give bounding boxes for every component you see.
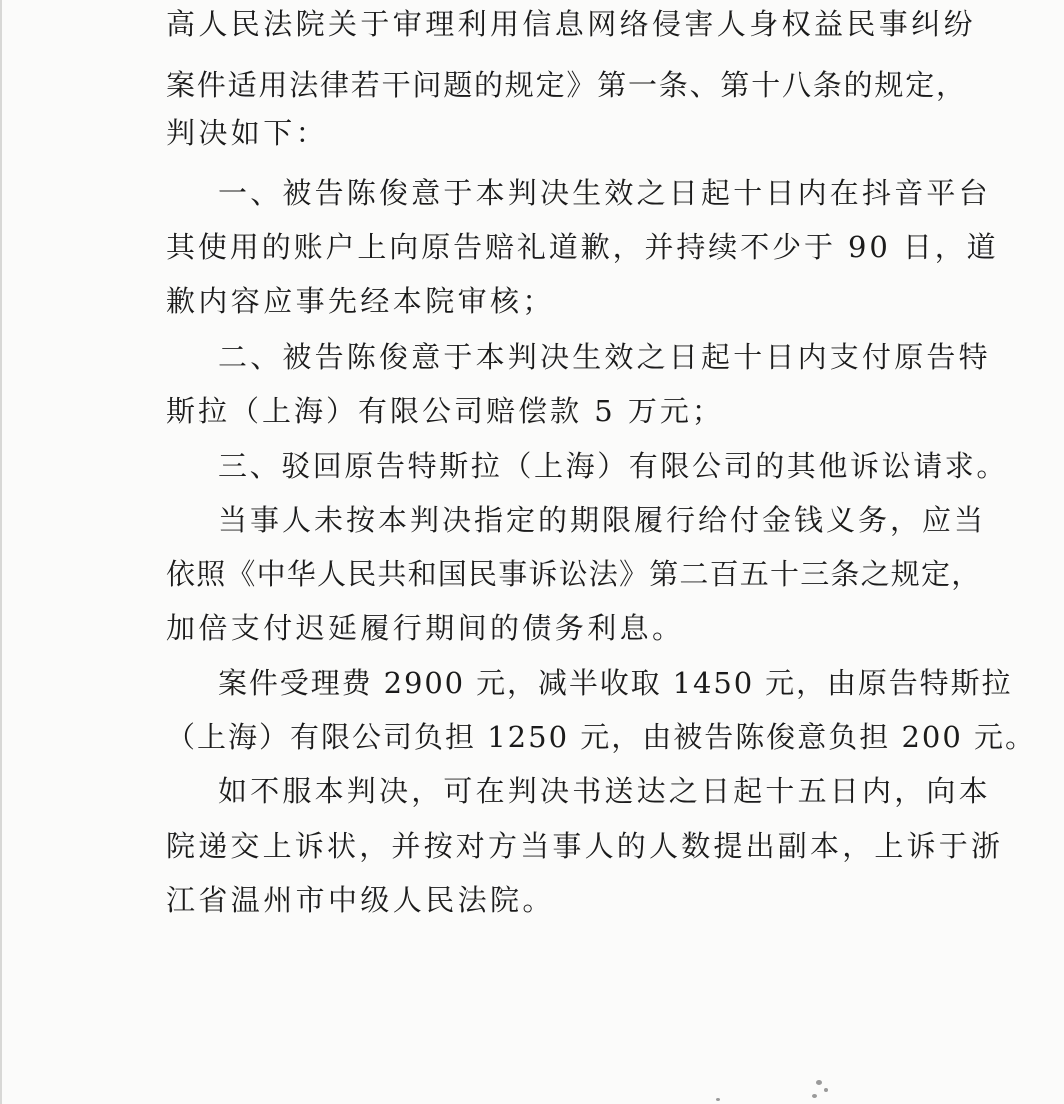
text-line: 加倍支付迟延履行期间的债务利息。: [166, 611, 685, 645]
text-line: （上海）有限公司负担 1250 元，由被告陈俊意负担 200 元。: [166, 720, 1037, 754]
text-line: 二、被告陈俊意于本判决生效之日起十日内支付原告特: [218, 340, 991, 374]
text-line: 案件受理费 2900 元，减半收取 1450 元，由原告特斯拉: [218, 666, 1013, 700]
text-line: 江省温州市中级人民法院。: [166, 883, 555, 917]
text-line: 依照《中华人民共和国民事诉讼法》第二百五十三条之规定，: [166, 557, 982, 591]
text-line: 其使用的账户上向原告赔礼道歉，并持续不少于 90 日，道: [166, 230, 999, 264]
text-line: 一、被告陈俊意于本判决生效之日起十日内在抖音平台: [218, 176, 991, 210]
text-line: 三、驳回原告特斯拉（上海）有限公司的其他诉讼请求。: [218, 449, 1009, 483]
text-line: 判决如下：: [166, 116, 329, 150]
scan-speck: [824, 1088, 828, 1092]
text-line: 高人民法院关于审理利用信息网络侵害人身权益民事纠纷: [166, 7, 977, 41]
text-line: 如不服本判决，可在判决书送达之日起十五日内，向本: [218, 774, 991, 808]
text-line: 斯拉（上海）有限公司赔偿款 5 万元；: [166, 394, 724, 428]
text-line: 院递交上诉状，并按对方当事人的人数提出副本，上诉于浙: [166, 829, 1004, 863]
text-line: 当事人未按本判决指定的期限履行给付金钱义务，应当: [218, 503, 987, 537]
text-line: 案件适用法律若干问题的规定》第一条、第十八条的规定，: [166, 68, 967, 102]
scan-speck: [812, 1094, 817, 1098]
text-line: 歉内容应事先经本院审核；: [166, 284, 555, 318]
scan-speck: [716, 1098, 720, 1101]
scan-speck: [816, 1080, 822, 1085]
